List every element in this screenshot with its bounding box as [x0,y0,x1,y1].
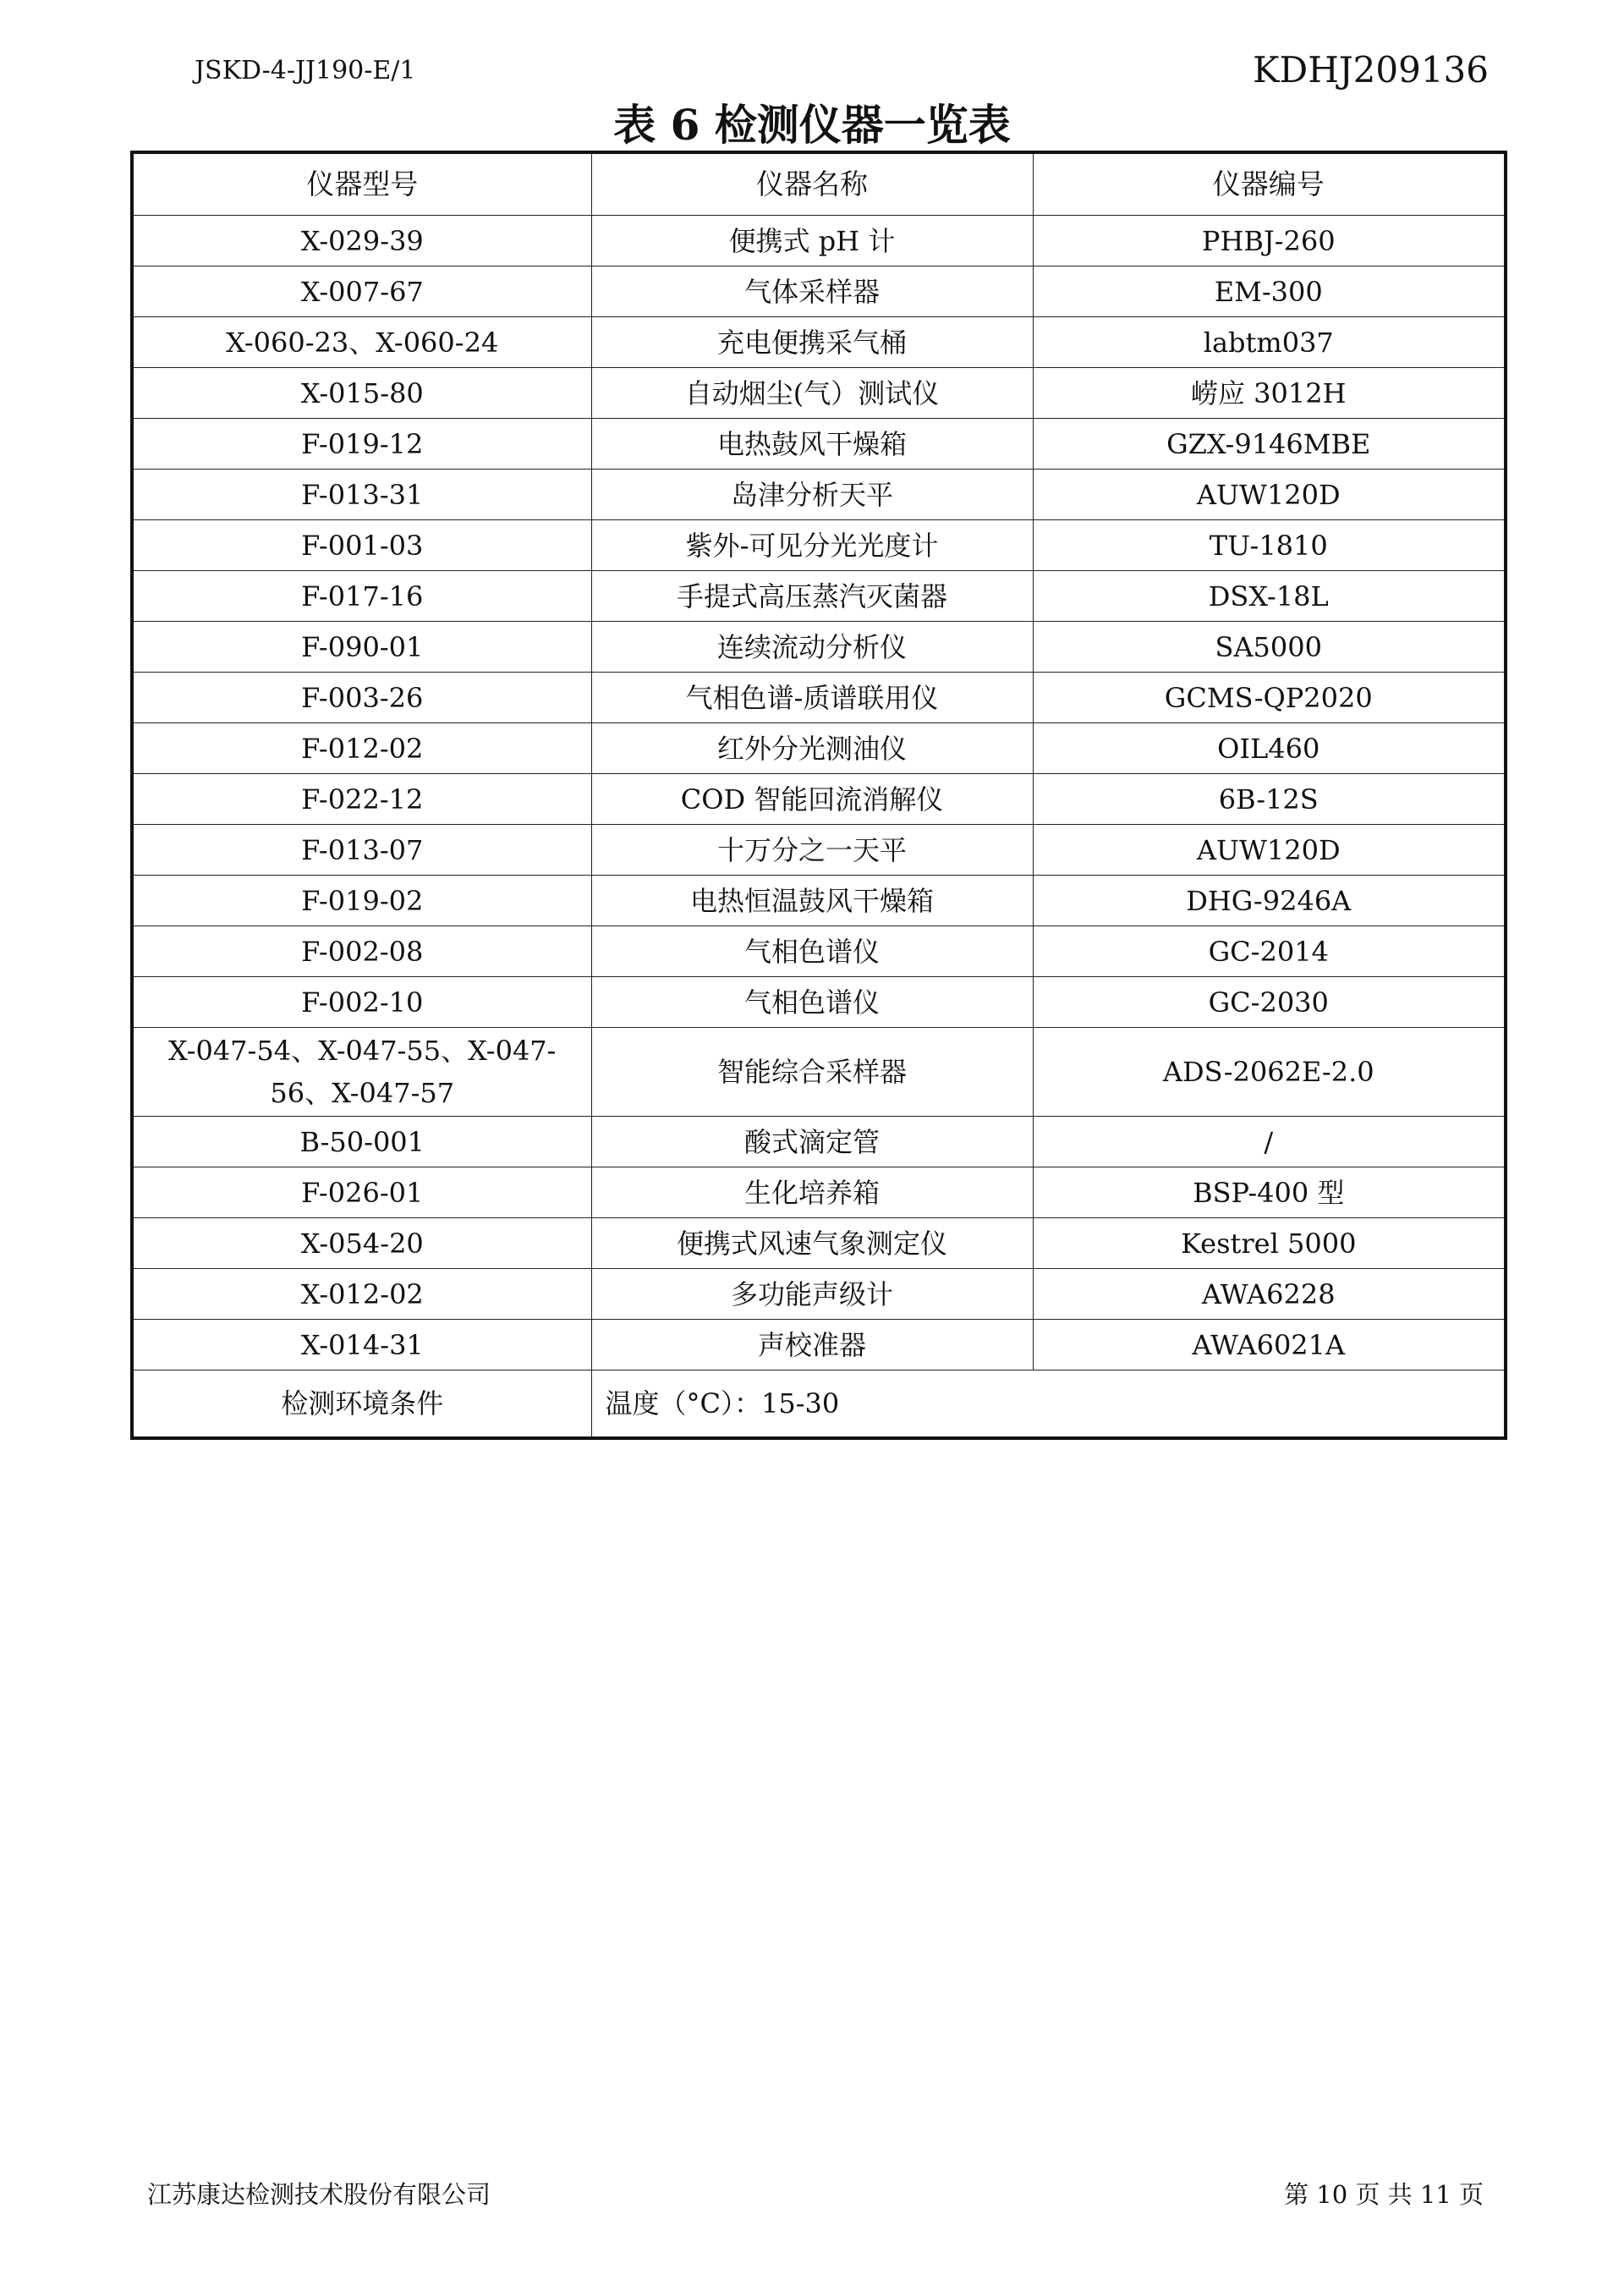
cell-model: F-022-12 [132,774,591,825]
cell-model: X-007-67 [132,266,591,317]
cell-name: 智能综合采样器 [591,1028,1033,1117]
cell-name: 气相色谱仪 [591,977,1033,1028]
cell-name: COD 智能回流消解仪 [591,774,1033,825]
cell-name: 十万分之一天平 [591,825,1033,876]
cell-number: DSX-18L [1033,571,1506,622]
cell-number: 崂应 3012H [1033,368,1506,419]
column-header-number: 仪器编号 [1033,152,1506,216]
footer-company: 江苏康达检测技术股份有限公司 [147,2180,491,2209]
footer-page-number: 第 10 页 共 11 页 [1284,2180,1484,2209]
cell-name: 气体采样器 [591,266,1033,317]
env-condition-value: 温度（°C）：15-30 [591,1370,1506,1439]
instrument-table [130,151,1507,1440]
table-row [132,1028,1506,1117]
cell-number: ADS-2062E-2.0 [1033,1028,1506,1117]
table-row [132,266,1506,317]
table-row [132,216,1506,266]
cell-number: Kestrel 5000 [1033,1218,1506,1269]
cell-name: 便携式 pH 计 [591,216,1033,266]
table-row [132,1320,1506,1370]
cell-model: F-019-12 [132,419,591,470]
table-row [132,317,1506,368]
table-row [132,1167,1506,1218]
table-row [132,1117,1506,1167]
report-number: KDHJ209136 [1253,49,1489,91]
cell-number: AUW120D [1033,825,1506,876]
table-row [132,1269,1506,1320]
cell-name: 紫外-可见分光光度计 [591,520,1033,571]
table-header-row [132,152,1506,216]
cell-model: F-012-02 [132,723,591,774]
cell-number: GCMS-QP2020 [1033,673,1506,723]
cell-model: X-014-31 [132,1320,591,1370]
table-row [132,825,1506,876]
cell-model: B-50-001 [132,1117,591,1167]
document-code: JSKD-4-JJ190-E/1 [195,56,416,85]
cell-name: 岛津分析天平 [591,470,1033,520]
cell-model: F-013-31 [132,470,591,520]
cell-name: 充电便携采气桶 [591,317,1033,368]
cell-number: AWA6228 [1033,1269,1506,1320]
table-row [132,571,1506,622]
cell-model: X-015-80 [132,368,591,419]
cell-model: F-002-10 [132,977,591,1028]
cell-model: F-090-01 [132,622,591,673]
cell-model: X-047-54、X-047-55、X-047-56、X-047-57 [132,1028,591,1117]
table-row [132,723,1506,774]
cell-number: AUW120D [1033,470,1506,520]
column-header-model: 仪器型号 [132,152,591,216]
cell-model: F-001-03 [132,520,591,571]
cell-number: EM-300 [1033,266,1506,317]
cell-number: SA5000 [1033,622,1506,673]
cell-number: BSP-400 型 [1033,1167,1506,1218]
cell-model: X-012-02 [132,1269,591,1320]
env-condition-label: 检测环境条件 [132,1370,591,1439]
cell-name: 气相色谱仪 [591,926,1033,977]
cell-name: 电热鼓风干燥箱 [591,419,1033,470]
cell-number: labtm037 [1033,317,1506,368]
table-row [132,368,1506,419]
table-row [132,876,1506,926]
table-row [132,419,1506,470]
cell-name: 手提式高压蒸汽灭菌器 [591,571,1033,622]
table-row [132,977,1506,1028]
cell-model: F-002-08 [132,926,591,977]
cell-number: / [1033,1117,1506,1167]
cell-model: X-029-39 [132,216,591,266]
cell-model: F-017-16 [132,571,591,622]
cell-model: F-003-26 [132,673,591,723]
cell-number: OIL460 [1033,723,1506,774]
cell-number: PHBJ-260 [1033,216,1506,266]
cell-number: GZX-9146MBE [1033,419,1506,470]
table-row [132,673,1506,723]
table-row [132,470,1506,520]
table-row [132,774,1506,825]
cell-name: 多功能声级计 [591,1269,1033,1320]
cell-name: 连续流动分析仪 [591,622,1033,673]
cell-model: X-060-23、X-060-24 [132,317,591,368]
cell-name: 电热恒温鼓风干燥箱 [591,876,1033,926]
cell-name: 红外分光测油仪 [591,723,1033,774]
table-row [132,622,1506,673]
cell-number: TU-1810 [1033,520,1506,571]
cell-number: GC-2030 [1033,977,1506,1028]
cell-name: 气相色谱-质谱联用仪 [591,673,1033,723]
column-header-name: 仪器名称 [591,152,1033,216]
cell-number: DHG-9246A [1033,876,1506,926]
cell-number: 6B-12S [1033,774,1506,825]
cell-name: 酸式滴定管 [591,1117,1033,1167]
cell-model: F-026-01 [132,1167,591,1218]
cell-number: AWA6021A [1033,1320,1506,1370]
cell-name: 声校准器 [591,1320,1033,1370]
cell-name: 便携式风速气象测定仪 [591,1218,1033,1269]
table-row [132,1218,1506,1269]
cell-name: 自动烟尘(气）测试仪 [591,368,1033,419]
table-row [132,520,1506,571]
table-row-environment [132,1370,1506,1439]
cell-model: X-054-20 [132,1218,591,1269]
cell-name: 生化培养箱 [591,1167,1033,1218]
page-title: 表 6 检测仪器一览表 [613,100,1011,150]
cell-number: GC-2014 [1033,926,1506,977]
table-row [132,926,1506,977]
cell-model: F-019-02 [132,876,591,926]
cell-model: F-013-07 [132,825,591,876]
